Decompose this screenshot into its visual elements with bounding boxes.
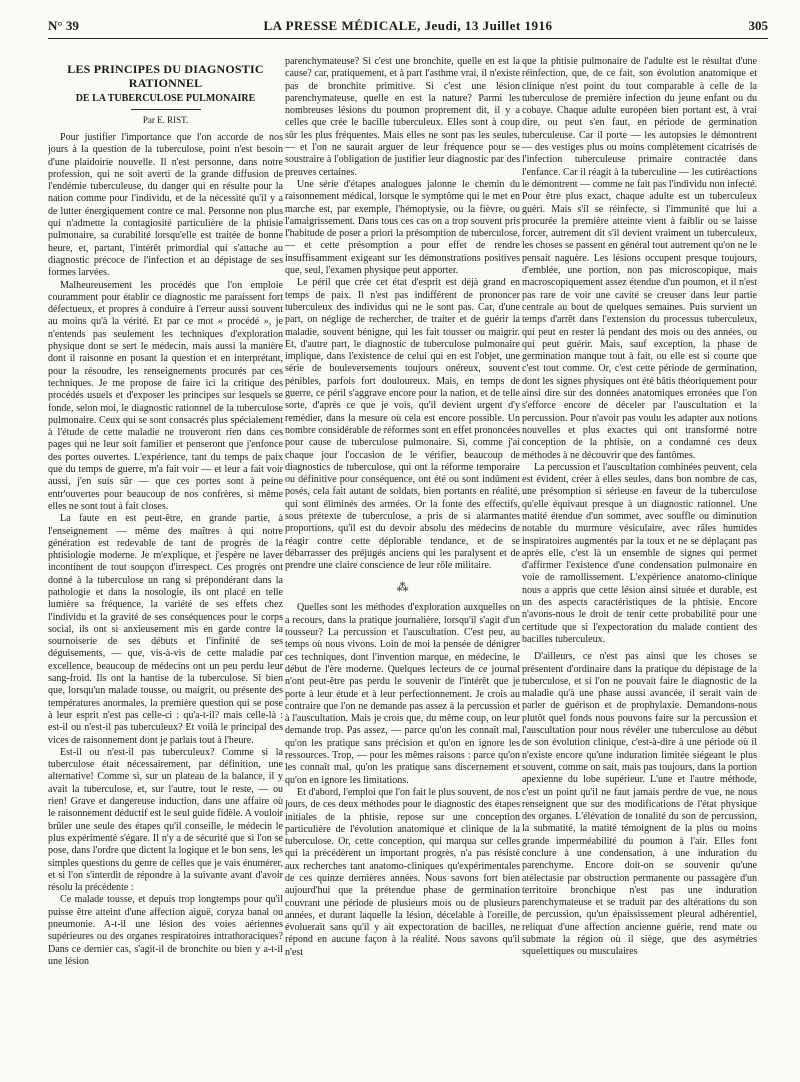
paragraph: Et d'abord, l'emploi que l'on fait le plus souvent, de nos jours, de ces deux méthodes pour le diagnostic des étapes initiales de la phtisie, repose sur une conception particulière de l'évolution anatomique et clinique de la tuberculose. Or, cette conception, qui marqua sur celles qui la précédèrent un important progrès, n'a pas résisté aux recherches tant anatomo-cliniques qu'expérimentales de ces quinze dernières années. Nous savons fort bien aujourd'hui que la prétendue phase de germination couvrant une période de plusieurs mois ou de plusieurs années, et durant laquelle la lésion, décelable à l'oreille, évoluerait sans qu'il y ait expectoration de bacilles, ne répond en aucune façon à la réalité. Nous savons qu'il n'est bbox=[285, 786, 520, 958]
paragraph: Pour justifier l'importance que l'on accorde de nos jours à la question de la tuberculose, point n'est besoin d'une plaidoirie nouvelle. Il n'est personne, dans notre profession, qui ne soit averti de la grande diffusion de l'endémie tuberculeuse, du danger qui en résulte pour la nation comme pour l'individu, et de la nécessité qu'il y a de lutter énergiquement contre ce mal. Personne non plus qui n'admette la contagiosité particulière de la phtisie pulmonaire, sa curabilité lorsqu'elle est traitée de bonne heure, et, partant, l'intérêt primordial qui s'attache au diagnostic précoce de l'infection et au dépistage de ses formes larvées. bbox=[48, 132, 283, 279]
column-2 bbox=[285, 56, 520, 1078]
paragraph: La faute en est peut-être, en grande partie, à l'enseignement — même des maîtres à qui notre génération est redevable de tant de progrès de la phtisiologie moderne. Je m'explique, et j'espère ne laver incontinent de tout soupçon d'irrespect. Ces progrès ont donné à la tuberculose un rang si prépondérant dans la pathologie et dans la nosologie, ils ont placé en telle lumière sa fréquence, la variété de ses effets chez l'individu et la gravité de ses conséquences pour le corps social, ils ont si anxieusement mis en garde contre la sournoiserie de ses débuts et l'infinité de ses déguisements, — que, vis-à-vis de cette maladie par excellence, beaucoup de médecins ont un peu perdu leur sang-froid. Ils ont la hantise de la tuberculose. Si bien que, lorsqu'un malade tousse, ou maigrit, ou présente des températures anormales, la première question qui se pose à leur esprit n'est pas celle-ci : qu'a-t-il? mais celle-là : est-il ou n'est-il pas tuberculeux? Et voilà le principal des vices de raisonnement dont je parlais tout à l'heure. bbox=[48, 513, 283, 746]
paragraph: Une série d'étapes analogues jalonne le chemin du raisonnement médical, lorsque le symptôme qui le met en marche est, par exemple, l'hémoptysie, ou la fièvre, ou l'amaigrissement. Dans tous ces cas on a trop souvent pris l'habitude de poser a priori la présomption de tuberculose, — et cette présomption a pour effet de rendre insuffisamment exigeant sur les démonstrations positives que, seul, l'examen physique peut apporter. bbox=[285, 178, 520, 277]
issue-number: N° 39 bbox=[48, 18, 79, 33]
paragraph: Est-il ou n'est-il pas tuberculeux? Comme si la tuberculose était nécessairement, par définition, une alternative! Comme si, sur un plateau de la balance, il y avait la tuberculose, et, sur l'autre, tout le reste, — ou rien! Grave et dangereuse induction, dans une affaire où le raisonnement déductif est le seul guide fidèle. A vouloir brûler une seule des étapes qu'il conseille, le médecin le plus expérimenté s'égare. Il n'y a de sécurité que si l'on se pose, dans l'ordre que dictent la logique et le bon sens, les simples questions du genre de celles que je vais énumérer, et si l'on s'interdit de répondre à la suivante avant d'avoir résolu la précédente : bbox=[48, 746, 283, 894]
paragraph: D'ailleurs, ce n'est pas ainsi que les choses se présentent d'ordinaire dans la pratique du dépistage de la tuberculose, et si l'on ne pouvait faire le diagnostic de la maladie qu'à une phase aussi avancée, il serait vain de parler de guérison et de prophylaxie. Demandons-nous plutôt quel fonds nous pouvons faire sur la percussion et l'auscultation pour nous révéler une tuberculose au début de son évolution clinique, c'est-à-dire à une période où il n'existe encore qu'une induration limitée siégeant le plus souvent, comme on sait, mais pas toujours, dans la portion apexienne du lobe supérieur. L'une et l'autre méthode, c'est un point qu'il ne faut jamais perdre de vue, ne nous renseignent que sur des modifications de l'état physique des organes. L'élévation de tonalité du son de percussion, la submatité, la matité témoignent de la plus ou moins grande imperméabilité du poumon à l'air. Elles font conclure à une condensation, à une induration du parenchyme. Encore doit-on se souvenir qu'une atélectasie par obstruction permanente ou passagère d'un territoire bronchique n'est pas une induration parenchymateuse et se traduit par des altérations du son de percussion, qu'un épaississement pleural adhérentiel, reliquat d'une affection ancienne guérie, rend mate ou submate la région où il siège, que des asymétries squelettiques ou musculaires bbox=[522, 651, 757, 958]
paragraph: La percussion et l'auscultation combinées peuvent, cela est évident, créer à elles seules, dans bon nombre de cas, une présomption si sérieuse en faveur de la tuberculose qu'elle équivaut presque à un diagnostic rationnel. Une matité étendue d'un sommet, avec souffle ou diminution notable du murmure vésiculaire, avec râles humides inspiratoires augmentés par la toux et ne se déplaçant pas après elle, c'est là un ensemble de signes qui permet d'affirmer l'existence d'une condensation pulmonaire en voie de ramollissement. L'expérience anatomo-clinique nous a appris que cette lésion ainsi située et durable, est un des aspects caractéristiques de la phtisie. Encore n'avons-nous le droit de tenir cette probabilité pour une certitude que si l'expectoration du malade contient des bacilles tuberculeux. bbox=[522, 461, 757, 645]
paragraph: Malheureusement les procédés que l'on emploie couramment pour établir ce diagnostic me paraissent fort défectueux, et propres à conduire à l'erreur aussi souvent au moins qu'à la vérité. Et par ce mot « procédé », je n'entends pas seulement les techniques d'exploration physique dont se sert le médecin, mais aussi la manière dont il raisonne en posant la question et en interprétant, pour la résoudre, les renseignements procurés par ces techniques. Je me propose de faire ici la critique des procédés usuels et d'exposer les principes sur lesquels se fonde, selon moi, le diagnostic rationnel de la tuberculose pulmonaire. Ceux qui se sont consacrés plus spécialement à l'étude de cette maladie ne trouveront rien dans ces pages qui ne leur soit familier et penseront que j'enfonce des portes ouvertes. L'expérience, tant du temps de paix que du temps de guerre, m'a fait voir — et leur a fait voir aussi, j'en suis sûr — que ces portes sont à peine entr'ouvertes pour beaucoup de nos confrères, si même elles ne sont tout à fait closes. bbox=[48, 279, 283, 512]
paragraph: Quelles sont les méthodes d'exploration auxquelles on a recours, dans la pratique journalière, lorsqu'il s'agit d'un tousseur? La percussion et l'auscultation. C'est peu, au temps où nous vivons. Loin de moi la pensée de dénigrer ces techniques, dont l'invention marque, en médecine, le début de l'ère moderne. Quelques lecteurs de ce journal n'ont peut-être pas perdu le souvenir de l'intérêt que je porte à leur étude et à leur perfectionnement. Je crois au contraire que l'on ne demande pas assez à la percussion et à l'auscultation. Mais je crois que, du même coup, on leur demande trop. Pas assez, — parce qu'on les connaît mal, qu'on les pratique sans précision et qu'on en ignore les ressources. Trop, — pour les mêmes raisons : parce qu'on les connaît mal, qu'on les pratique sans discernement et qu'on en ignore les limitations. bbox=[285, 602, 520, 786]
journal-title: LA PRESSE MÉDICALE, Jeudi, 13 Juillet 1916 bbox=[263, 18, 553, 33]
column-3 bbox=[522, 56, 757, 1078]
running-header bbox=[48, 18, 768, 36]
title-rule bbox=[131, 109, 201, 110]
column-1 bbox=[48, 56, 283, 1078]
article-title: LES PRINCIPES DU DIAGNOSTIC RATIONNEL bbox=[67, 62, 264, 90]
page-number: 305 bbox=[748, 18, 768, 33]
paragraph: Le péril que crée cet état d'esprit est déjà grand en temps de paix. Il n'est pas indifférent de prononcer tuberculeux des individus qui ne le sont pas. Car, d'une part, on néglige de rechercher, de traiter et de guérir la maladie, souvent bénigne, qui les fait tousser ou maigrir. Et, d'autre part, le diagnostic de tuberculose pulmonaire implique, dans l'existence de celui qui en est l'objet, une série de bouleversements toujours onéreux, souvent pénibles, parfois fort douloureux. Mais, en temps de guerre, ce péril s'aggrave encore pour la nation, et de telle sorte, d'après ce que je vois, qu'il devient urgent d'y remédier, dans la mesure où cela est encore possible. Un nombre considérable de réformes sont en effet prononcées pour cause de tuberculose pulmonaire. Si, comme j'ai chaque jour l'occasion de le vérifier, beaucoup de diagnostics de tuberculose, qui ont la réforme temporaire ou définitive pour conséquence, ont été ou sont indûment posés, cela fait autant de soldats, bien portants en réalité, qui sont éliminés des armées. Or la fonte des effectifs, sous prétexte de tuberculose, a pris de si alarmantes proportions, qu'il est du devoir absolu des médecins de réagir contre cette déplorable tendance, et de se débarrasser des préjugés anciens qui les paralysent et de prendre une claire conscience de leur rôle militaire. bbox=[285, 277, 520, 572]
header-rule bbox=[48, 38, 768, 39]
article-subtitle: DE LA TUBERCULOSE PULMONAIRE bbox=[75, 93, 256, 104]
paragraph: que la phtisie pulmonaire de l'adulte est le résultat d'une réinfection, que, de ce fait, son évolution anatomique et clinique n'est point du tout comparable à celle de la tuberculose de première infection du jeune enfant ou du cobaye. Chaque adulte européen bien portant est, à vrai dire, ou peut s'en faut, en période de germination tuberculeuse. Car il porte — les autopsies le démontrent — des vestiges plus ou moins complètement cicatrisés de l'infection tuberculeuse primaire contractée dans l'enfance. Car il réagit à la tuberculine — les cutiréactions le démontrent — comme ne fait pas l'individu non infecté. Pour être plus exact, chaque adulte est un tuberculeux guéri. Mais s'il se réinfecte, si l'immunité que lui a procurée la première atteinte vient à faiblir ou se laisse forcer, autrement dit s'il devient vraiment un tuberculeux, les choses se passent en général tout autrement qu'on ne le pensait naguère. Les lésions occupent presque toujours, d'emblée, une portion, non pas microscopique, mais macroscopiquement assez étendue d'un poumon, et il n'est pas rare de voir une cavité se creuser dans leur partie centrale au bout de quelques semaines. Puis survient un temps d'arrêt dans l'extension du processus tuberculeux, qui peut en rester là pendant des mois ou des années, ou qui peut guérir. Mais, sauf exception, la phase de germination manque tout à fait, ou elle est si courte que c'est tout comme. Or, c'est cette période de germination, dont les signes physiques ont été bâtis théoriquement pour ainsi dire sur des données anatomiques erronées que l'on s'efforce encore de déceler par l'auscultation et la percussion. Pour n'avoir pas voulu les adapter aux notions nouvelles et plus exactes qui ont transformé notre conception de la phtisie, on a condamné ces deux méthodes à ne découvrir que des fantômes. bbox=[522, 56, 757, 461]
paragraph: Ce malade tousse, et depuis trop longtemps pour qu'il puisse être atteint d'une affection aiguë, coryza banal ou pneumonie. A-t-il une lésion des voies aériennes supérieures ou des organes respiratoires intrathoraciques? Dans ce dernier cas, s'agit-il de bronchite ou bien y a-t-il une lésion bbox=[48, 894, 283, 967]
article-heading bbox=[48, 62, 283, 126]
section-separator: ⁂ bbox=[396, 580, 409, 595]
article-author: Par E. RIST. bbox=[142, 115, 189, 125]
paragraph: parenchymateuse? Si c'est une bronchite, quelle en est la cause? car, pratiquement, et à part l'asthme vrai, il n'existe pas de bronchite primitive. Si c'est une lésion parenchymateuse, quelle en est la nature? Parmi les nombreuses lésions du poumon proprement dit, il y a celles que crée le bacille tuberculeux. Elles sont à coup sûr les plus fréquentes. Mais elles ne sont pas les seules, — et l'on ne saurait arguer de leur fréquence pour se soustraire à l'obligation de justifier leur diagnostic par des preuves certaines. bbox=[285, 56, 520, 178]
